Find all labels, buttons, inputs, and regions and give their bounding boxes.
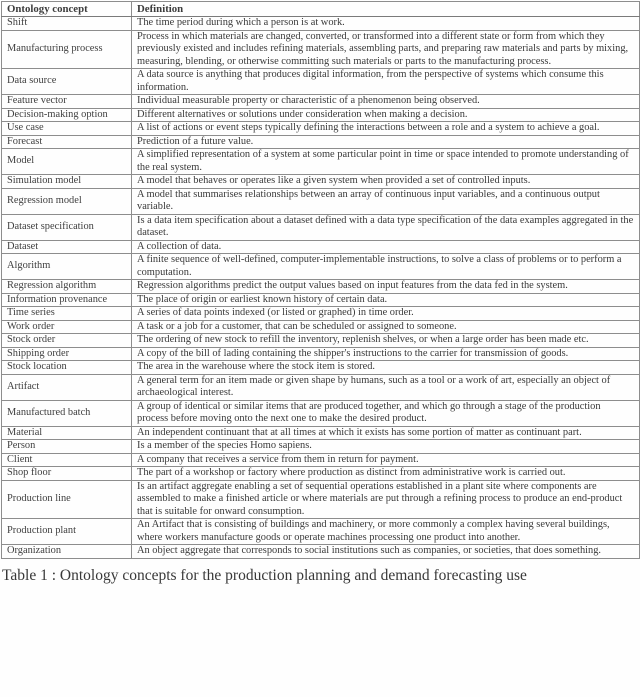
table-caption: Table 1 : Ontology concepts for the production planning and demand forecasting use: [2, 566, 527, 584]
definition-cell: Individual measurable property or characteristic of a phenomenon being observed.: [132, 95, 640, 109]
table-row: [2, 135, 640, 149]
definition-cell: A group of identical or similar items that are produced together, and which go through a stage of the production process before moving onto the next one to make the desired product.: [132, 400, 640, 426]
definition-cell: Different alternatives or solutions under consideration when making a decision.: [132, 108, 640, 122]
table-row: [2, 95, 640, 109]
definition-cell: A finite sequence of well-defined, computer-implementable instructions, to solve a class of problems or to perform a computation.: [132, 254, 640, 280]
concept-cell: Data source: [2, 69, 132, 95]
definition-cell: A simplified representation of a system at some particular point in time or space intended to promote understanding of the real system.: [132, 149, 640, 175]
concept-cell: Client: [2, 453, 132, 467]
table-row: [2, 467, 640, 481]
table-row: [2, 293, 640, 307]
definition-cell: A collection of data.: [132, 240, 640, 254]
concept-cell: Feature vector: [2, 95, 132, 109]
definition-cell: An Artifact that is consisting of buildings and machinery, or more commonly a complex having several buildings, where workers manufacture goods or operate machines processing one product into another.: [132, 519, 640, 545]
definition-cell: Prediction of a future value.: [132, 135, 640, 149]
definition-cell: Regression algorithms predict the output values based on input features from the data fed in the system.: [132, 280, 640, 294]
concept-cell: Information provenance: [2, 293, 132, 307]
table-row: [2, 361, 640, 375]
table-row: [2, 440, 640, 454]
concept-cell: Regression model: [2, 188, 132, 214]
concept-cell: Manufactured batch: [2, 400, 132, 426]
concept-cell: Production line: [2, 480, 132, 519]
definition-cell: The time period during which a person is at work.: [132, 17, 640, 31]
definition-cell: A data source is anything that produces digital information, from the perspective of systems which consume this information.: [132, 69, 640, 95]
definition-cell: The ordering of new stock to refill the inventory, replenish shelves, or when a large order has been made etc.: [132, 334, 640, 348]
table-row: [2, 69, 640, 95]
concept-cell: Forecast: [2, 135, 132, 149]
table-row: [2, 307, 640, 321]
ontology-concepts-table: [1, 1, 640, 559]
definition-cell: The part of a workshop or factory where production as distinct from administrative work is carried out.: [132, 467, 640, 481]
table-row: [2, 545, 640, 559]
table-row: [2, 519, 640, 545]
concept-cell: Simulation model: [2, 175, 132, 189]
table-row: [2, 30, 640, 69]
definition-cell: An object aggregate that corresponds to social institutions such as companies, or societies, that does something.: [132, 545, 640, 559]
table-row: [2, 480, 640, 519]
concept-cell: Person: [2, 440, 132, 454]
definition-cell: A company that receives a service from them in return for payment.: [132, 453, 640, 467]
table-row: [2, 334, 640, 348]
table-row: [2, 108, 640, 122]
concept-cell: Manufacturing process: [2, 30, 132, 69]
concept-cell: Shipping order: [2, 347, 132, 361]
table-row: [2, 122, 640, 136]
definition-cell: Is a member of the species Homo sapiens.: [132, 440, 640, 454]
concept-cell: Shift: [2, 17, 132, 31]
concept-cell: Decision-making option: [2, 108, 132, 122]
table-row: [2, 320, 640, 334]
definition-cell: Process in which materials are changed, converted, or transformed into a different state or form from which they previously existed and includes refining materials, assembling parts, and preparing raw materials and parts by mixing, measuring, blending, or otherwise committing such materials or parts to the manufacturing process.: [132, 30, 640, 69]
table-row: [2, 188, 640, 214]
definition-cell: A list of actions or event steps typically defining the interactions between a role and a system to achieve a goal.: [132, 122, 640, 136]
table-row: [2, 400, 640, 426]
definition-cell: A model that summarises relationships between an array of continuous input variables, and a continuous output variable.: [132, 188, 640, 214]
table-row: [2, 254, 640, 280]
table-row: [2, 175, 640, 189]
column-header-definition: Definition: [132, 2, 640, 17]
table-row: [2, 17, 640, 31]
table-row: [2, 347, 640, 361]
definition-cell: The place of origin or earliest known history of certain data.: [132, 293, 640, 307]
concept-cell: Production plant: [2, 519, 132, 545]
concept-cell: Material: [2, 426, 132, 440]
definition-cell: A general term for an item made or given shape by humans, such as a tool or a work of art, especially an object of archaeological interest.: [132, 374, 640, 400]
concept-cell: Dataset: [2, 240, 132, 254]
definition-cell: An independent continuant that at all times at which it exists has some portion of matter as continuant part.: [132, 426, 640, 440]
definition-cell: A copy of the bill of lading containing the shipper's instructions to the carrier for transmission of goods.: [132, 347, 640, 361]
concept-cell: Time series: [2, 307, 132, 321]
table-body: [2, 17, 640, 559]
definition-cell: A task or a job for a customer, that can be scheduled or assigned to someone.: [132, 320, 640, 334]
table-row: [2, 426, 640, 440]
concept-cell: Dataset specification: [2, 214, 132, 240]
table-row: [2, 214, 640, 240]
definition-cell: A series of data points indexed (or listed or graphed) in time order.: [132, 307, 640, 321]
table-row: [2, 453, 640, 467]
concept-cell: Artifact: [2, 374, 132, 400]
table-row: [2, 374, 640, 400]
concept-cell: Work order: [2, 320, 132, 334]
table-row: [2, 149, 640, 175]
concept-cell: Algorithm: [2, 254, 132, 280]
table-row: [2, 280, 640, 294]
definition-cell: The area in the warehouse where the stock item is stored.: [132, 361, 640, 375]
definition-cell: Is a data item specification about a dataset defined with a data type specification of the data examples aggregated in the dataset.: [132, 214, 640, 240]
table-row: [2, 240, 640, 254]
concept-cell: Regression algorithm: [2, 280, 132, 294]
concept-cell: Stock order: [2, 334, 132, 348]
table-header-row: [2, 2, 640, 17]
concept-cell: Stock location: [2, 361, 132, 375]
concept-cell: Shop floor: [2, 467, 132, 481]
definition-cell: Is an artifact aggregate enabling a set of sequential operations established in a plant site where components are assembled to make a finished article or where materials are put through a refining process to produce an end-product that is suitable for onward consumption.: [132, 480, 640, 519]
concept-cell: Organization: [2, 545, 132, 559]
definition-cell: A model that behaves or operates like a given system when provided a set of controlled inputs.: [132, 175, 640, 189]
column-header-ontology-concept: Ontology concept: [2, 2, 132, 17]
concept-cell: Use case: [2, 122, 132, 136]
concept-cell: Model: [2, 149, 132, 175]
